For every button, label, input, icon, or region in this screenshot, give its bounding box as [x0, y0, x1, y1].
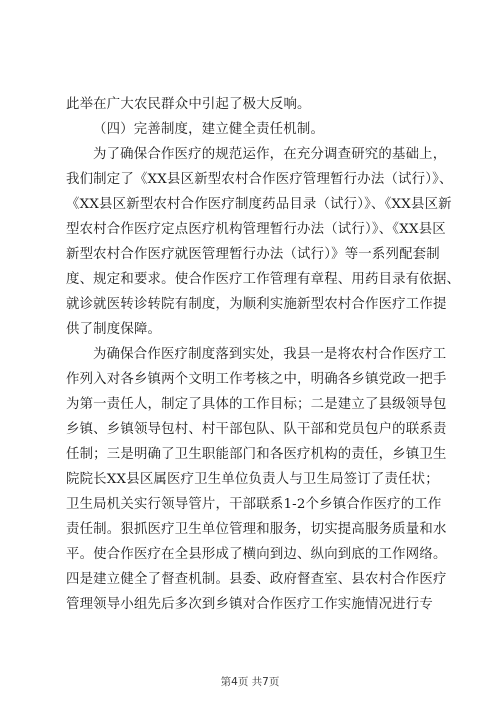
text-line: 供了制度保障。	[66, 322, 162, 337]
body-text	[66, 92, 461, 617]
text-line: 型农村合作医疗定点医疗机构管理暂行办法（试行）》、《XX县区	[66, 222, 446, 237]
text-line: 此举在广大农民群众中引起了极大反响。	[66, 97, 311, 112]
text-line: 我们制定了《XX县区新型农村合作医疗管理暂行办法（试行）》、	[66, 172, 453, 187]
section-heading: （四）完善制度，建立健全责任机制。	[93, 122, 325, 137]
text-line: 院院长XX县区属医疗卫生单位负责人与卫生局签订了责任状；	[66, 472, 439, 487]
text-line: 卫生局机关实行领导管片，干部联系1-2个乡镇合作医疗的工作	[66, 497, 442, 512]
text-line: 为第一责任人，制定了具体的工作目标；二是建立了县级领导包	[66, 397, 447, 412]
text-line: 管理领导小组先后多次到乡镇对合作医疗工作实施情况进行专	[66, 597, 433, 612]
text-line: 度、规定和要求。使合作医疗工作管理有章程、用药目录有依据、	[66, 272, 461, 287]
text-line: 为确保合作医疗制度落到实处，我县一是将农村合作医疗工	[93, 347, 447, 362]
text-line: 四是建立健全了督查机制。县委、政府督查室、县农村合作医疗	[66, 572, 447, 587]
text-line: 责任制。狠抓医疗卫生单位管理和服务，切实提高服务质量和水	[66, 522, 447, 537]
page-number: 第4页 共7页	[220, 676, 280, 688]
text-line: 任制；三是明确了卫生职能部门和各医疗机构的责任，乡镇卫生	[66, 447, 447, 462]
text-line: 作列入对各乡镇两个文明工作考核之中，明确各乡镇党政一把手	[66, 372, 447, 387]
text-line: 平。使合作医疗在全县形成了横向到边、纵向到底的工作网络。	[66, 547, 447, 562]
text-line: 《XX县区新型农村合作医疗制度药品目录（试行）》、《XX县区新	[66, 197, 452, 212]
text-line: 就诊就医转诊转院有制度，为顺利实施新型农村合作医疗工作提	[66, 297, 447, 312]
text-line: 乡镇、乡镇领导包村、村干部包队、队干部和党员包户的联系责	[66, 422, 447, 437]
text-line: 为了确保合作医疗的规范运作，在充分调查研究的基础上，	[93, 147, 447, 162]
text-line: 新型农村合作医疗就医管理暂行办法（试行）》等一系列配套制	[66, 247, 440, 262]
